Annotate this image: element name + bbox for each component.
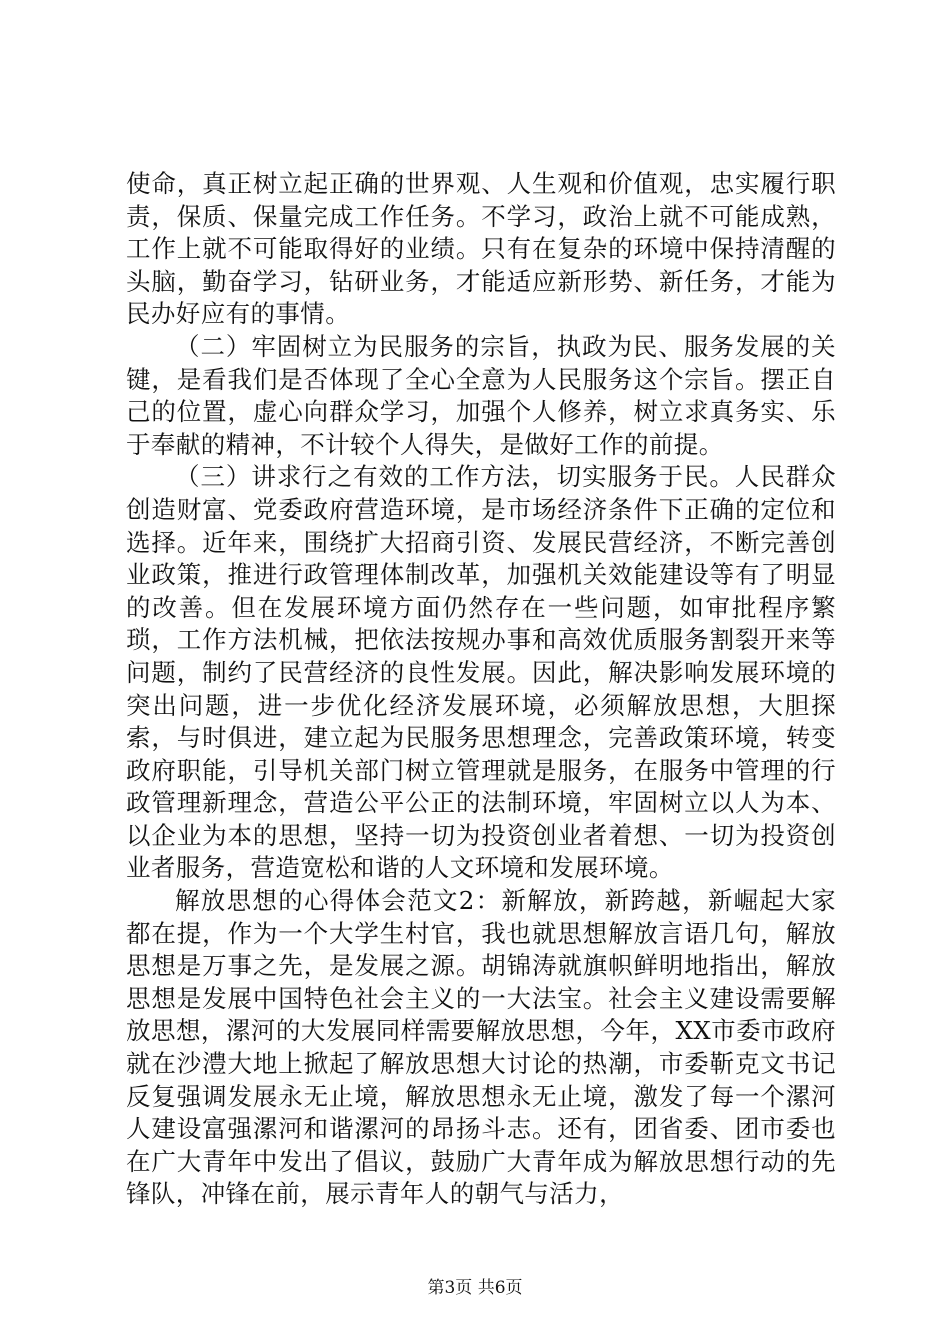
paragraph-1: 使命，真正树立起正确的世界观、人生观和价值观，忠实履行职责，保质、保量完成工作任务。不学习，政治上就不可能成熟，工作上就不可能取得好的业绩。只有在复杂的环境中保持清醒的头脑，勤奋学习，钻研业务，才能适应新形势、新任务，才能为民办好应有的事情。 <box>126 169 836 329</box>
paragraph-2: （二）牢固树立为民服务的宗旨，执政为民、服务发展的关键，是看我们是否体现了全心全意为人民服务这个宗旨。摆正自己的位置，虚心向群众学习，加强个人修养，树立求真务实、乐于奉献的精神，不计较个人得失，是做好工作的前提。 <box>126 331 836 459</box>
paragraph-4: 解放思想的心得体会范文2：新解放，新跨越，新崛起大家都在提，作为一个大学生村官，我也就思想解放言语几句，解放思想是万事之先，是发展之源。胡锦涛就旗帜鲜明地指出，解放思想是发展中国特色社会主义的一大法宝。社会主义建设需要解放思想，漯河的大发展同样需要解放思想，今年，XX市委市政府就在沙澧大地上掀起了解放思想大讨论的热潮，市委靳克文书记反复强调发展永无止境，解放思想永无止境，激发了每一个漯河人建设富强漯河和谐漯河的昂扬斗志。还有，团省委、团市委也在广大青年中发出了倡议，鼓励广大青年成为解放思想行动的先锋队，冲锋在前，展示青年人的朝气与活力， <box>126 886 836 1209</box>
document-body <box>126 168 836 1211</box>
page-number-footer: 第3页 共6页 <box>427 1278 523 1298</box>
paragraph-3: （三）讲求行之有效的工作方法，切实服务于民。人民群众创造财富、党委政府营造环境，是市场经济条件下正确的定位和选择。近年来，围绕扩大招商引资、发展民营经济，不断完善创业政策，推进行政管理体制改革，加强机关效能建设等有了明显的改善。但在发展环境方面仍然存在一些问题，如审批程序繁琐，工作方法机械，把依法按规办事和高效优质服务割裂开来等问题，制约了民营经济的良性发展。因此，解决影响发展环境的突出问题，进一步优化经济发展环境，必须解放思想，大胆探索，与时俱进，建立起为民服务思想理念，完善政策环境，转变政府职能，引导机关部门树立管理就是服务，在服务中管理的行政管理新理念，营造公平公正的法制环境，牢固树立以人为本、以企业为本的思想，坚持一切为投资创业者着想、一切为投资创业者服务，营造宽松和谐的人文环境和发展环境。 <box>126 462 836 883</box>
